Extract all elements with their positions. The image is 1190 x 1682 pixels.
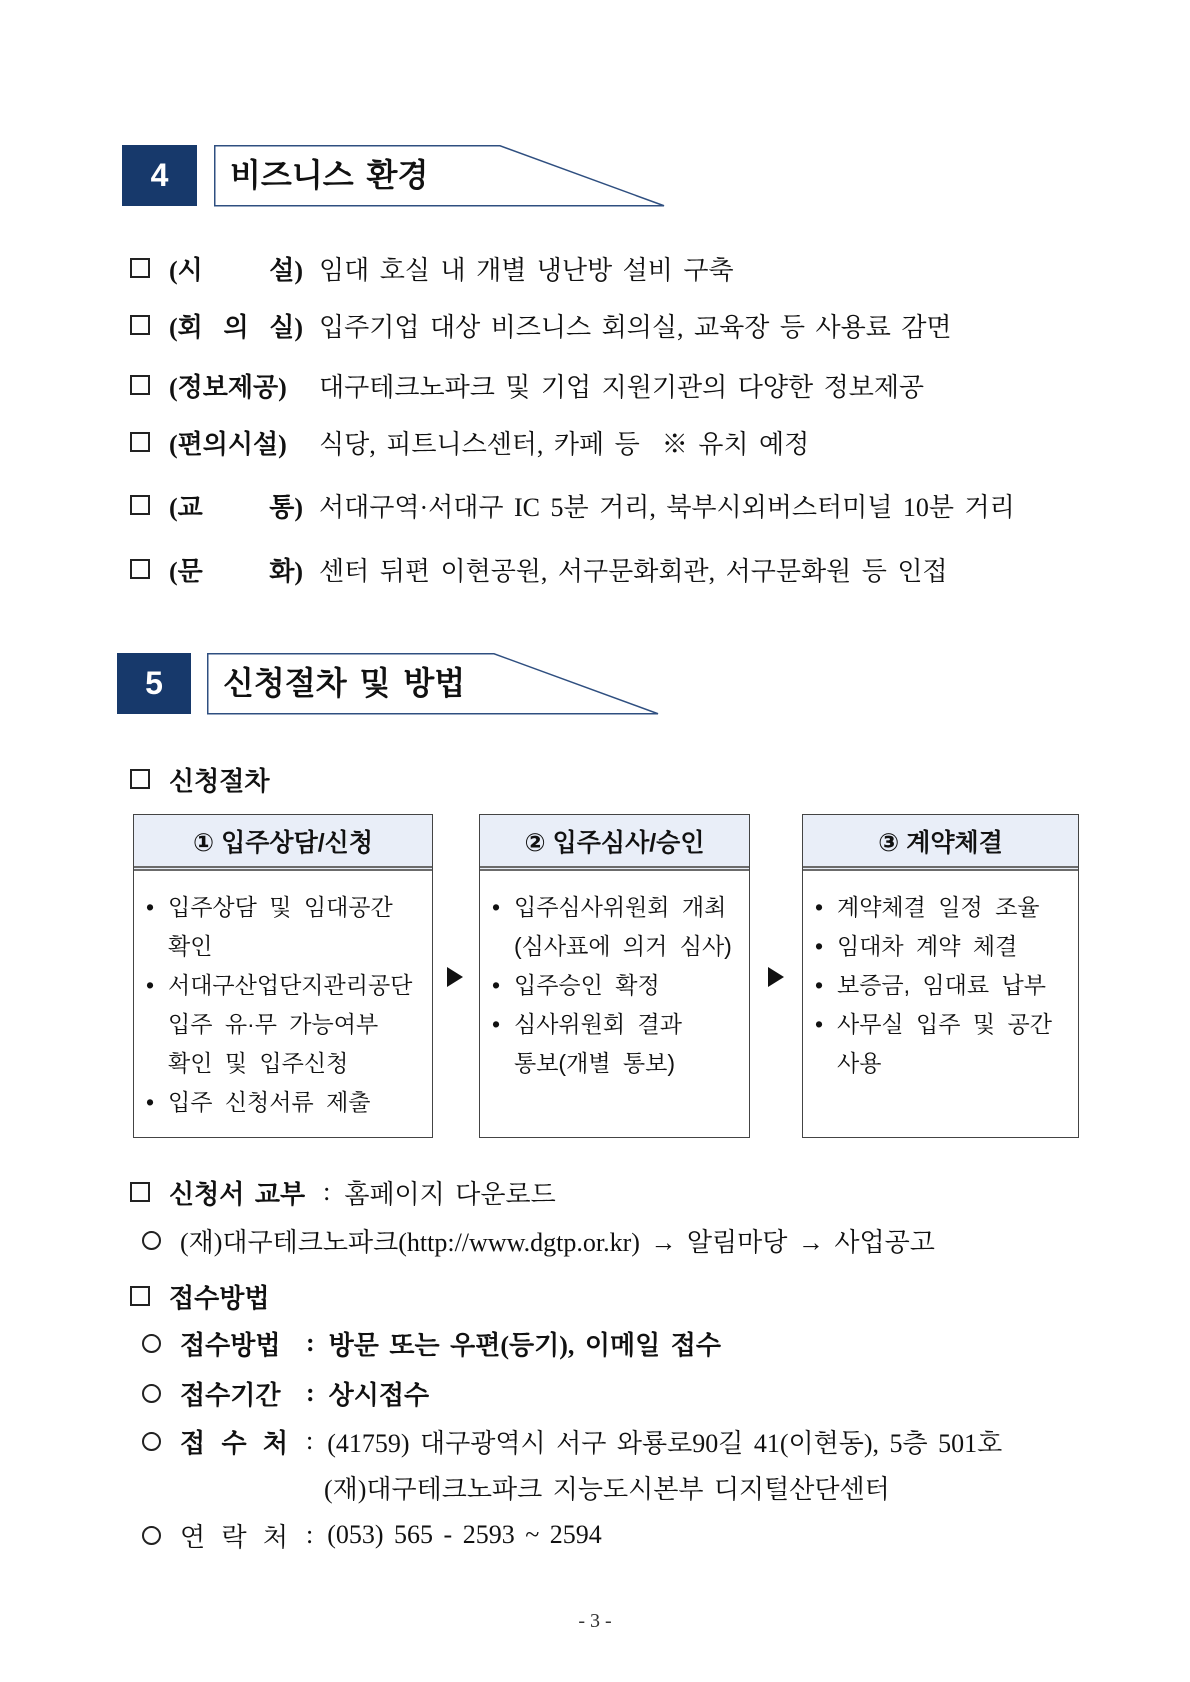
step-item-line: • 입주승인 확정 (514, 972, 660, 998)
step-title: ③ 계약체결 (803, 815, 1078, 871)
item-label (169, 487, 303, 524)
circle-bullet-icon (142, 1526, 161, 1545)
flow-arrow-icon (447, 967, 463, 987)
reception-label-part: 접수방법 (180, 1330, 281, 1360)
business-env-item-transport (130, 488, 1015, 522)
item-label (169, 250, 303, 287)
step-item (803, 1005, 1078, 1083)
step-title: ① 입주상담/신청 (134, 815, 432, 871)
circle-bullet-icon (142, 1334, 161, 1353)
reception-row-contact (142, 1518, 602, 1552)
step-item-line: • 입주심사위원회 개최 (514, 894, 727, 920)
reception-label-part: 처 (262, 1522, 288, 1552)
separator: : (306, 1328, 315, 1357)
separator: : (306, 1426, 314, 1455)
item-label-part: (회 (169, 312, 203, 342)
step-item-line: • 서대구산업단지관리공단 (168, 972, 413, 998)
procedure-heading-text: 신청절차 (169, 766, 270, 796)
step-item (480, 888, 749, 966)
section-number: 5 (145, 665, 163, 701)
step-item (480, 966, 749, 1005)
section-4-header (122, 145, 667, 207)
step-item (803, 927, 1078, 966)
checkbox-square-icon (130, 559, 150, 579)
item-text: 대구테크노파크 및 기업 지원기관의 다양한 정보제공 (319, 372, 925, 402)
reception-heading-text: 접수방법 (169, 1283, 270, 1313)
reception-label (180, 1325, 288, 1362)
reception-value-line2: (재)대구테크노파크 지능도시본부 디지털산단센터 (324, 1474, 890, 1504)
item-text: 식당, 피트니스센터, 카페 등 (319, 429, 640, 459)
item-text: 센터 뒤편 이현공원, 서구문화회관, 서구문화원 등 인접 (319, 556, 948, 586)
checkbox-square-icon (130, 315, 150, 335)
business-env-item-culture (130, 552, 948, 586)
item-label (169, 424, 303, 461)
step-item-line: • 임대차 계약 체결 (837, 933, 1018, 959)
item-label-part: (편의시설) (169, 429, 287, 459)
step-box-contract (802, 814, 1079, 1138)
application-form-detail-text: (재)대구테크노파크(http://www.dgtp.or.kr) → 알림마당 → 사업공고 (180, 1227, 935, 1257)
step-items (803, 871, 1078, 1083)
step-item-line: (심사표에 의거 심사) (514, 933, 732, 959)
step-item-line: • 입주상담 및 임대공간 (168, 894, 393, 920)
step-item-line: 통보(개별 통보) (514, 1050, 676, 1076)
checkbox-square-icon (130, 258, 150, 278)
step-box-review (479, 814, 750, 1138)
step-item-line: • 심사위원회 결과 (514, 1011, 682, 1037)
step-item-line: 사용 (837, 1050, 882, 1076)
section-title: 신청절차 및 방법 (223, 665, 466, 701)
application-form-label: 신청서 교부 (169, 1179, 306, 1209)
step-item (134, 966, 432, 1083)
item-label (169, 367, 303, 404)
reception-label-part: 접 (180, 1428, 206, 1458)
step-items (480, 871, 749, 1083)
circle-bullet-icon (142, 1432, 161, 1451)
reception-value: 상시접수 (328, 1380, 430, 1410)
reception-label-part: 처 (262, 1428, 288, 1458)
reception-row-period (142, 1376, 429, 1410)
step-item (803, 888, 1078, 927)
item-label-part: 의 (223, 312, 249, 342)
reception-label-part: 접수기간 (180, 1380, 281, 1410)
step-item-line: • 계약체결 일정 조율 (837, 894, 1040, 920)
reception-label-part: 락 (221, 1522, 247, 1552)
item-note: ※ 유치 예정 (661, 429, 810, 459)
application-form-heading (130, 1175, 556, 1209)
item-label-part: 설) (269, 255, 303, 285)
reception-value: (41759) 대구광역시 서구 와룡로90길 41(이현동), 5층 501호 (327, 1428, 1003, 1458)
checkbox-square-icon (130, 769, 150, 789)
application-form-value: 홈페이지 다운로드 (344, 1179, 556, 1209)
page-number: - 3 - (578, 1610, 612, 1632)
step-item (134, 888, 432, 966)
item-text: 임대 호실 내 개별 냉난방 설비 구축 (319, 255, 734, 285)
reception-label (180, 1423, 288, 1460)
checkbox-square-icon (130, 1182, 150, 1202)
separator: : (306, 1520, 314, 1549)
item-text: 입주기업 대상 비즈니스 회의실, 교육장 등 사용료 감면 (319, 312, 952, 342)
item-label-part: 실) (269, 312, 303, 342)
business-env-item-meeting-room (130, 308, 952, 342)
checkbox-square-icon (130, 495, 150, 515)
circle-bullet-icon (142, 1384, 161, 1403)
checkbox-square-icon (130, 375, 150, 395)
reception-value: 방문 또는 우편(등기), 이메일 접수 (328, 1330, 721, 1360)
flow-arrow-icon (768, 967, 784, 987)
application-form-detail (142, 1223, 935, 1257)
item-label (169, 307, 303, 344)
circle-bullet-icon (142, 1231, 161, 1250)
reception-row-place-line2 (324, 1470, 890, 1504)
checkbox-square-icon (130, 1286, 150, 1306)
item-label-part: 화) (269, 556, 303, 586)
section-number: 4 (150, 157, 169, 193)
business-env-item-facility (130, 251, 734, 285)
item-label-part: (문 (169, 556, 203, 586)
business-env-item-amenities (130, 425, 809, 459)
reception-row-place (142, 1424, 1002, 1458)
step-item (480, 1005, 749, 1083)
reception-row-method (142, 1326, 721, 1360)
reception-label (180, 1517, 288, 1554)
separator: : (306, 1378, 315, 1407)
step-item (803, 966, 1078, 1005)
step-item-line: 입주 유·무 가능여부 (168, 1011, 379, 1037)
section-5-header (117, 653, 662, 715)
item-label-part: (정보제공) (169, 372, 287, 402)
step-item-line: 확인 및 입주신청 (168, 1050, 349, 1076)
reception-heading (130, 1279, 269, 1313)
checkbox-square-icon (130, 432, 150, 452)
reception-label (180, 1375, 288, 1412)
business-env-item-information (130, 368, 924, 402)
item-label-part: 통) (269, 492, 303, 522)
item-text: 서대구역·서대구 IC 5분 거리, 북부시외버스터미널 10분 거리 (319, 492, 1015, 522)
reception-label-part: 수 (221, 1428, 247, 1458)
item-label-part: (시 (169, 255, 203, 285)
section-title: 비즈니스 환경 (230, 157, 429, 193)
separator: : (323, 1177, 331, 1206)
step-item-line: • 입주 신청서류 제출 (168, 1089, 371, 1115)
step-item-line: • 사무실 입주 및 공간 (837, 1011, 1052, 1037)
step-item (134, 1083, 432, 1122)
step-items (134, 871, 432, 1122)
step-item-line: 확인 (168, 933, 213, 959)
step-box-consultation (133, 814, 433, 1138)
reception-label-part: 연 (180, 1522, 206, 1552)
item-label (169, 551, 303, 588)
reception-value: (053) 565 - 2593 ~ 2594 (327, 1520, 602, 1549)
step-title: ② 입주심사/승인 (480, 815, 749, 871)
step-item-line: • 보증금, 임대료 납부 (837, 972, 1046, 998)
procedure-heading (130, 762, 269, 796)
item-label-part: (교 (169, 492, 203, 522)
